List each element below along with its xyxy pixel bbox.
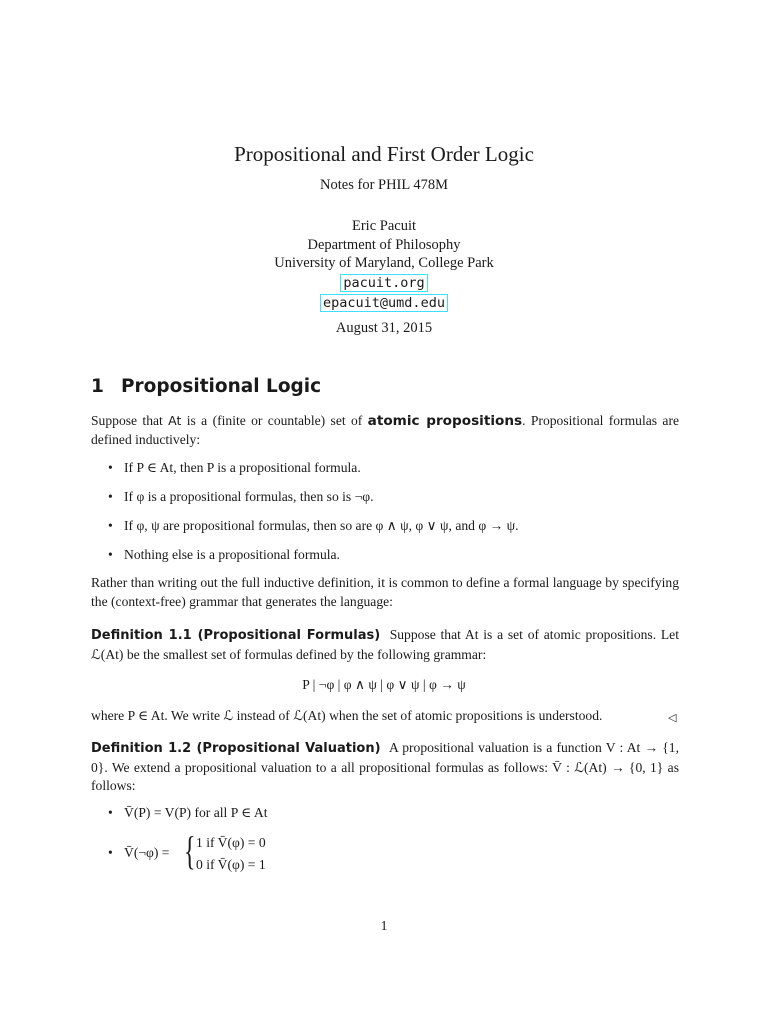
- definition-1-1: [91, 626, 679, 664]
- author-department: Department of Philosophy: [307, 236, 461, 253]
- author-name: Eric Pacuit: [351, 218, 417, 234]
- cases-brace: {: [184, 828, 196, 873]
- grammar-display: P | ¬φ | φ ∧ ψ | φ ∨ ψ | φ → ψ: [302, 677, 466, 692]
- paper-date: August 31, 2015: [335, 320, 433, 336]
- grammar-intro-paragraph: Rather than writing out the full inductive definition, it is common to define a formal language by specifying the (context-free) grammar that generates the language:: [91, 575, 679, 609]
- case-row: 0 if V̄(φ) = 1: [196, 857, 266, 872]
- intro-text-c: . Propositional formulas are defined inductively:: [91, 413, 679, 447]
- paper-title: Propositional and First Order Logic: [234, 142, 534, 166]
- definition-1-2-text: A propositional valuation is a function V : At → {1, 0}. We extend a propositional valuation to a all propositional formulas as follows: V̄ : ℒ(At) → {0, 1} as follows:: [91, 740, 680, 793]
- bullet-text: Nothing else is a propositional formula.: [124, 547, 340, 562]
- author-university: University of Maryland, College Park: [274, 255, 494, 271]
- bullet-item: • If φ is a propositional formulas, then so is ¬φ.: [108, 489, 374, 504]
- author-block: [0, 217, 768, 313]
- valuation-atomic-rule: V̄(P) = V(P) for all P ∈ At: [124, 805, 268, 820]
- intro-text-b: is a (finite or countable) set of: [181, 413, 368, 428]
- bullet-text: If P ∈ At, then P is a propositional formula.: [124, 460, 361, 475]
- bullet-item: • If P ∈ At, then P is a propositional formula.: [108, 460, 361, 475]
- definition-1-1-after: where P ∈ At. We write ℒ instead of ℒ(At) when the set of atomic propositions is understood.: [91, 708, 603, 723]
- bullet-item: • V̄(P) = V(P) for all P ∈ At: [108, 805, 268, 820]
- intro-paragraph: [91, 412, 679, 449]
- case-row: 1 if V̄(φ) = 0: [196, 835, 266, 850]
- bullet-item: • V̄(¬φ) =: [108, 845, 170, 860]
- bullet-item: • Nothing else is a propositional formula.: [108, 547, 340, 562]
- intro-at: At: [168, 413, 182, 428]
- definition-1-2-label: Definition 1.2 (Propositional Valuation): [91, 741, 381, 756]
- section-title: Propositional Logic: [121, 376, 322, 397]
- definition-1-2: [91, 739, 679, 796]
- page-number: 1: [380, 918, 388, 933]
- section-number: 1: [91, 376, 104, 397]
- section-heading: [91, 376, 321, 397]
- bullet-item: • If φ, ψ are propositional formulas, then so are φ ∧ ψ, φ ∨ ψ, and φ → ψ.: [108, 518, 519, 533]
- intro-bold-term: atomic propositions: [367, 413, 523, 429]
- intro-text-a: Suppose that: [91, 413, 169, 428]
- bullet-text: If φ, ψ are propositional formulas, then so are φ ∧ ψ, φ ∨ ψ, and φ → ψ.: [124, 518, 519, 533]
- definition-1-1-text: Suppose that At is a set of atomic propositions. Let ℒ(At) be the smallest set of formulas defined by the following grammar:: [91, 627, 679, 662]
- bullet-text: If φ is a propositional formulas, then so is ¬φ.: [124, 489, 374, 504]
- end-of-definition-mark: ◁: [668, 712, 677, 724]
- valuation-negation-lhs: V̄(¬φ) =: [124, 845, 170, 860]
- paper-subtitle: Notes for PHIL 478M: [320, 177, 448, 193]
- website-link[interactable]: pacuit.org: [340, 274, 427, 292]
- definition-1-1-label: Definition 1.1 (Propositional Formulas): [91, 628, 381, 643]
- email-link[interactable]: epacuit@umd.edu: [320, 294, 448, 312]
